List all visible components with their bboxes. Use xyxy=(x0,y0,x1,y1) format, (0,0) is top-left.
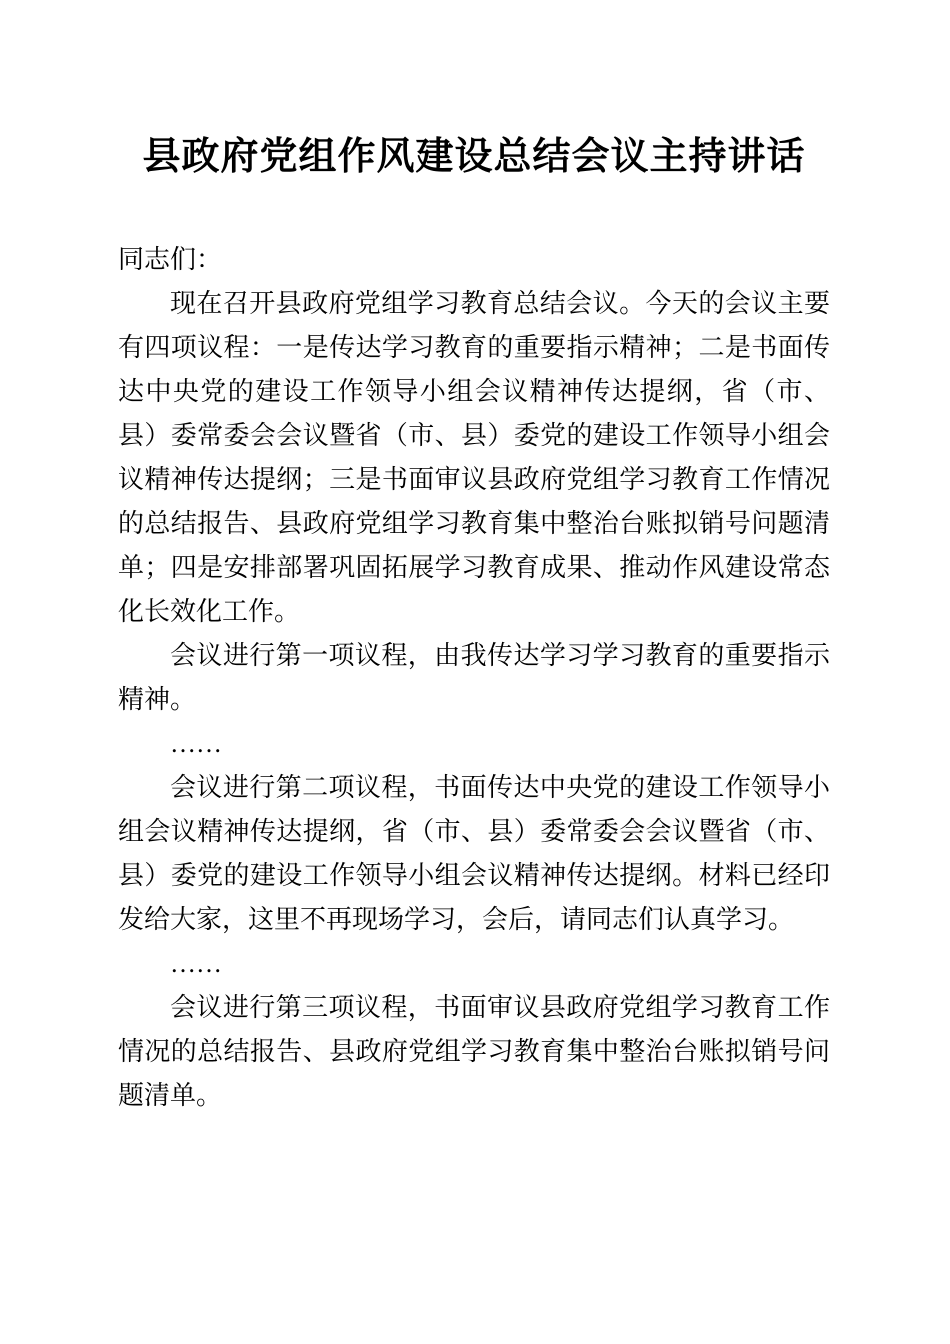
paragraph-agenda-item-3: 会议进行第三项议程，书面审议县政府党组学习教育工作情况的总结报告、县政府党组学习教育集中整治台账拟销号问题清单。 xyxy=(118,993,830,1110)
salutation: 同志们： xyxy=(118,245,223,274)
paragraph-ellipsis-1: …… xyxy=(170,729,222,758)
paragraph-agenda-item-2: 会议进行第二项议程，书面传达中央党的建设工作领导小组会议精神传达提纲，省（市、县）委常委会会议暨省（市、县）委党的建设工作领导小组会议精神传达提纲。材料已经印发给大家，这里不再现场学习，会后，请同志们认真学习。 xyxy=(118,773,830,934)
paragraph-agenda-overview: 现在召开县政府党组学习教育总结会议。今天的会议主要有四项议程：一是传达学习教育的重要指示精神；二是书面传达中央党的建设工作领导小组会议精神传达提纲，省（市、县）委常委会会议暨省（市、县）委党的建设工作领导小组会议精神传达提纲；三是书面审议县政府党组学习教育工作情况的总结报告、县政府党组学习教育集中整治台账拟销号问题清单；四是安排部署巩固拓展学习教育成果、推动作风建设常态化长效化工作。 xyxy=(118,289,830,626)
document-title: 县政府党组作风建设总结会议主持讲话 xyxy=(142,136,806,178)
paragraph-ellipsis-2: …… xyxy=(170,949,222,978)
paragraph-agenda-item-1: 会议进行第一项议程，由我传达学习学习教育的重要指示精神。 xyxy=(118,641,830,714)
